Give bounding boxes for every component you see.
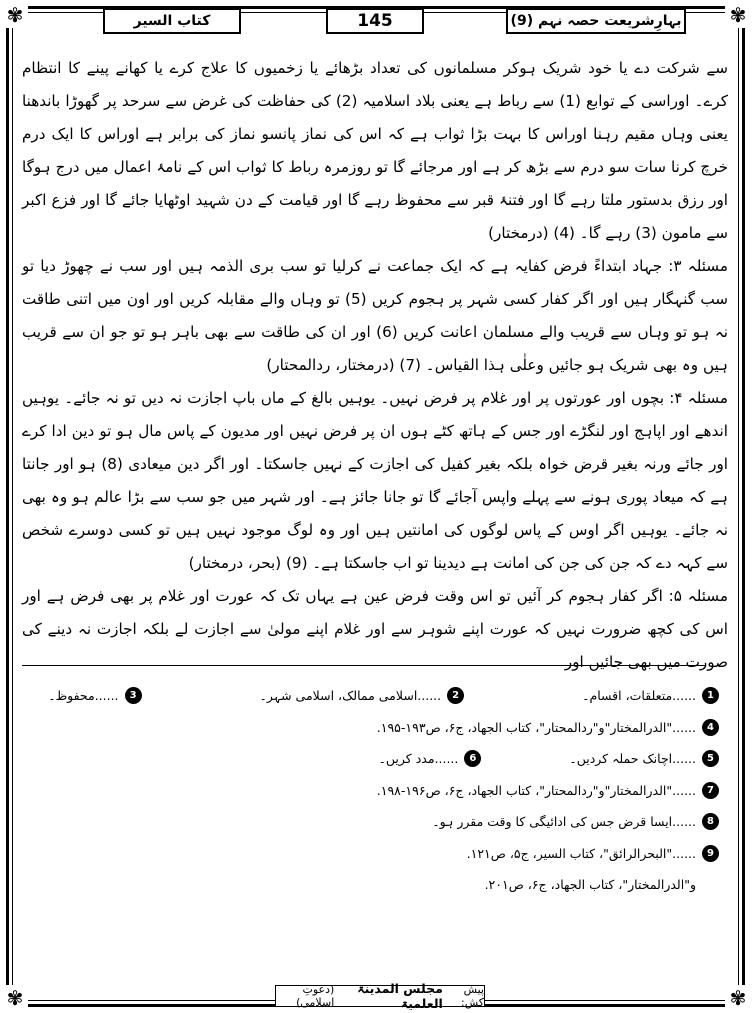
footnote-text: ......"البحرالرائق"، کتاب السیر، ج۵، ص۱۲۱. xyxy=(466,845,696,861)
footnote-text: ......اچانک حملہ کردیں۔ xyxy=(569,751,696,767)
footnote-row xyxy=(29,680,719,712)
footnote-1 xyxy=(582,687,719,704)
footnote-number: 6 xyxy=(464,750,481,767)
footnote-number: 2 xyxy=(447,687,464,704)
footnote-row xyxy=(29,775,719,807)
footnote-row xyxy=(29,743,719,775)
corner-ornament-icon: ✾ xyxy=(2,2,28,28)
footer-suffix: (دعوتِ اسلامی) xyxy=(296,983,335,1009)
footnote-number: 5 xyxy=(702,750,719,767)
footnote-5 xyxy=(569,750,719,767)
masala-5-paragraph: مسئلہ ۵: اگر کفار ہجوم کر آئیں تو اس وقت فرض عین ہے یہاں تک کہ عورت اور غلام پر بھی فرض ہے اور اس کی کچھ ضرورت نہیں کہ عورت اپنے شوہر سے اور غلام اپنے مولیٰ سے اجازت لے بلکہ اجازت نہ دینے کی صورت میں بھی جائیں اور xyxy=(22,587,728,671)
footnote-7 xyxy=(377,782,719,799)
main-text xyxy=(22,52,728,679)
footnote-8 xyxy=(432,813,719,830)
footnote-number: 7 xyxy=(702,782,719,799)
footnote-number: 9 xyxy=(702,845,719,862)
footnote-number: 3 xyxy=(125,687,142,704)
footnote-text: ......مدد کریں۔ xyxy=(378,751,459,767)
corner-ornament-icon: ✾ xyxy=(725,985,751,1011)
footer-prefix: پیش کش: xyxy=(461,983,484,1009)
header-chapter-title: کتاب السیر xyxy=(103,8,241,34)
footnote-4 xyxy=(377,719,719,736)
footnote-text: ......اسلامی ممالک، اسلامی شہر۔ xyxy=(259,688,442,704)
footnote-text: ......"الدرالمختار"و"ردالمحتار"، کتاب الجهاد، ج۶، ص۱۹۶-۱۹۸. xyxy=(376,782,696,798)
masala-3-paragraph: مسئلہ ۳: جہاد ابتداءً فرض کفایہ ہے کہ ایک جماعت نے کرلیا تو سب بری الذمہ ہیں اور سب نے چھوڑ دیا تو سب گنہگار ہیں اور اگر کفار کسی شہر پر ہجوم کریں (5) تو وہاں والے مقابلہ کریں اور اون میں اتنی طاقت نہ ہو تو وہاں سے قریب والے مسلمان اعانت کریں (6) اور ان کی طاقت سے بھی باہر ہو تو جو ان سے قریب ہیں وہ بھی شریک ہو جائیں وعلٰی ہذا القیاس۔ (7) (درمختار، ردالمحتار) xyxy=(22,257,728,374)
footnote-row xyxy=(29,838,719,870)
masala-4-paragraph: مسئلہ ۴: بچوں اور عورتوں پر اور غلام پر فرض نہیں۔ یوہیں بالغ کے ماں باپ اجازت نہ دیں تو نہ جائے۔ یوہیں اندھے اور اپاہج اور لنگڑے اور جس کے ہاتھ کٹے ہوں ان پر فرض نہیں اور مدیون کے پاس مال ہو تو دین ادا کرے اور جائے ورنہ بغیر قرض خواہ بلکہ بغیر کفیل کی اجازت کے نہیں جاسکتا۔ اور اگر دین میعادی (8) ہو اور جانتا ہے کہ میعاد پوری ہونے سے پہلے واپس آجائے گا تو جانا جائز ہے۔ اور شہر میں جو سب سے بڑا عالم ہو وہ بھی نہ جائے۔ یوہیں اگر اوس کے پاس لوگوں کی امانتیں ہیں اور وہ لوگ موجود نہیں ہیں تو کسی دوسرے شخص سے کہہ دے کہ جن کی جن کی امانت ہے دیدینا تو اب جاسکتا ہے۔ (9) (بحر، درمختار) xyxy=(22,389,728,572)
footnote-number: 4 xyxy=(702,719,719,736)
paragraph: سے شرکت دے یا خود شریک ہوکر مسلمانوں کی تعداد بڑھائے یا زخمیوں کا علاج کرے یا کھانے پینے کا انتظام کرے۔ اوراسی کے توابع (1) سے رباط ہے یعنی بلاد اسلامیہ (2) کی حفاظت کی غرض سے سرحد پر گھوڑا باندھنا یعنی وہاں مقیم رہنا اوراس کا بہت بڑا ثواب ہے کہ اس کی نماز پانسو نماز کی برابر ہے اوراس کا ایک درم خرچ کرنا سات سو درم سے بڑھ کر ہے اور مرجائے گا تو روزمرہ رباط کا ثواب اس کے نامۂ اعمال میں درج ہوگا اور رزق بدستور ملتا رہے گا اور فتنۂ قبر سے محفوظ رہے گا اور قیامت کے دن شہید اوٹھایا جائے گا اور فزع اکبر سے مامون (3) رہے گا۔ (4) (درمختار) xyxy=(22,59,728,242)
footnote-text: ......ایسا قرض جس کی ادائیگی کا وقت مقرر ہو۔ xyxy=(432,814,696,830)
footnote-text: ......"الدرالمختار"و"ردالمحتار"، کتاب الجهاد، ج۶، ص۱۹۳-۱۹۵. xyxy=(376,719,696,735)
footer-org: مجلس المدینۃ العلمیۃ xyxy=(357,981,443,1011)
footnote-text: ......محفوظ۔ xyxy=(48,688,119,704)
footnote-continuation: و"الدرالمختار"، کتاب الجهاد، ج۶، ص۲۰۱. xyxy=(484,877,696,893)
footnote-separator xyxy=(22,665,706,666)
page-number: 145 xyxy=(326,8,424,34)
footnote-2 xyxy=(260,687,465,704)
corner-ornament-icon: ✾ xyxy=(2,985,28,1011)
footnote-9 xyxy=(467,845,719,862)
footnote-row xyxy=(29,869,719,901)
footnote-number: 8 xyxy=(702,813,719,830)
footnote-number: 1 xyxy=(702,687,719,704)
footnote-row xyxy=(29,806,719,838)
header-book-title: بہارِشریعت حصہ نہم (9) xyxy=(506,8,686,34)
footnote-row xyxy=(29,712,719,744)
corner-ornament-icon: ✾ xyxy=(725,2,751,28)
footnote-3 xyxy=(48,687,141,704)
footnote-text: ......متعلقات، اقسام۔ xyxy=(582,688,696,704)
footnote-6 xyxy=(379,750,482,767)
publisher-footer xyxy=(275,981,485,1011)
footnotes xyxy=(29,680,719,901)
